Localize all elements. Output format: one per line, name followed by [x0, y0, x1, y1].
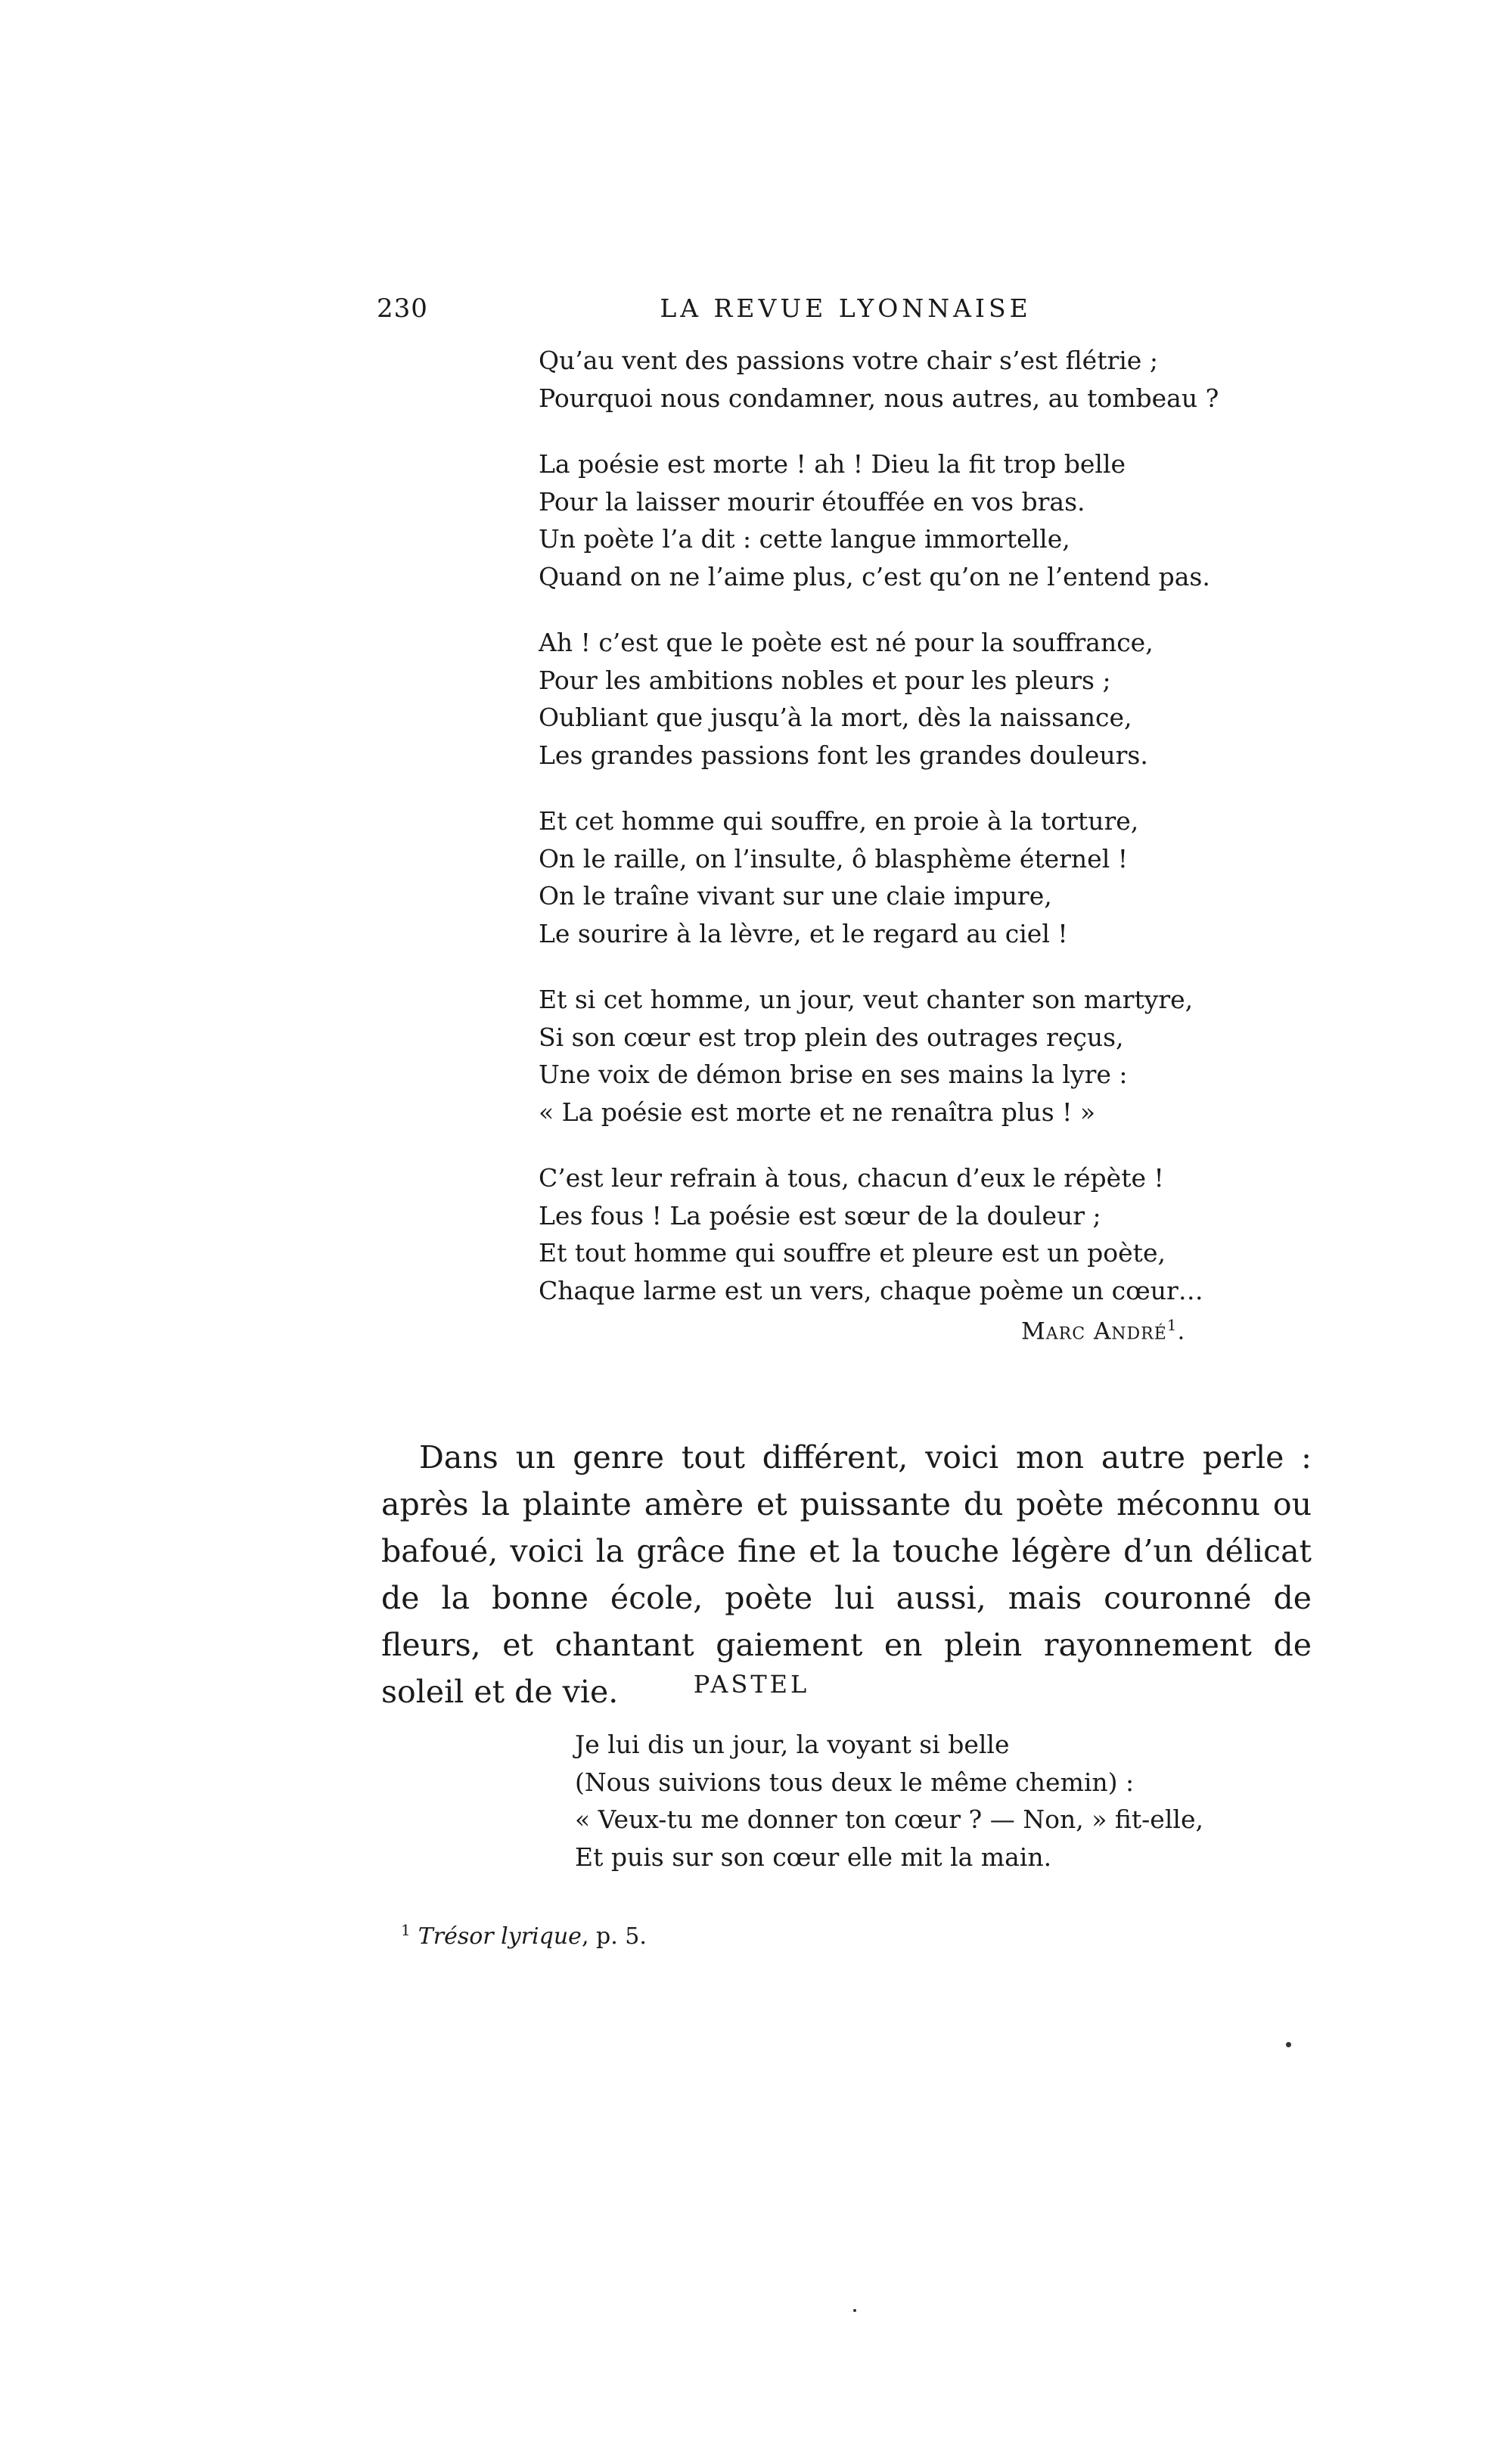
verse-line: Et puis sur son cœur elle mit la main. — [575, 1842, 1052, 1872]
verse-line: « Veux-tu me donner ton cœur ? — Non, » fit-elle, — [575, 1805, 1203, 1834]
verse-line: Quand on ne l’aime plus, c’est qu’on ne l’entend pas. — [539, 561, 1210, 591]
stanza — [539, 445, 1219, 595]
author-name: Marc André — [1021, 1317, 1167, 1345]
page-number: 230 — [377, 293, 428, 324]
verse-line: Qu’au vent des passions votre chair s’est flétrie ; — [539, 346, 1158, 375]
stanza — [539, 802, 1219, 952]
running-title: LA REVUE LYONNAISE — [660, 293, 1032, 323]
verse-line: Et si cet homme, un jour, veut chanter son martyre, — [539, 985, 1194, 1014]
poem-marc-andre — [539, 342, 1219, 1309]
poem-attribution — [1021, 1316, 1185, 1345]
footnote-page-ref: , p. 5. — [581, 1923, 647, 1950]
verse-line: Les fous ! La poésie est sœur de la douleur ; — [539, 1200, 1101, 1230]
footnote-reference: 1 — [1166, 1316, 1178, 1334]
verse-line: On le traîne vivant sur une claie impure, — [539, 881, 1052, 911]
verse-line: « La poésie est morte et ne renaîtra plus ! » — [539, 1097, 1096, 1127]
verse-line: Les grandes passions font les grandes douleurs. — [539, 740, 1148, 770]
verse-line: Ah ! c’est que le poète est né pour la souffrance, — [539, 628, 1154, 657]
poem-pastel — [575, 1726, 1203, 1876]
verse-line: Oubliant que jusqu’à la mort, dès la naissance, — [539, 703, 1132, 732]
verse-line: Et cet homme qui souffre, en proie à la torture, — [539, 806, 1139, 836]
footnote-mark: 1 — [401, 1921, 411, 1939]
ink-speck — [1286, 2042, 1291, 2047]
verse-line: Si son cœur est trop plein des outrages reçus, — [539, 1022, 1124, 1052]
verse-line: Je lui dis un jour, la voyant si belle — [575, 1730, 1010, 1759]
verse-line: Le sourire à la lèvre, et le regard au ciel ! — [539, 918, 1068, 948]
attribution-end: . — [1177, 1317, 1186, 1345]
footnote — [401, 1921, 647, 1950]
verse-line: Pourquoi nous condamner, nous autres, au tombeau ? — [539, 383, 1219, 413]
stanza — [539, 981, 1219, 1131]
verse-line: Pour la laisser mourir étouffée en vos bras. — [539, 486, 1085, 517]
verse-line: Pour les ambitions nobles et pour les pleurs ; — [539, 665, 1111, 695]
poem-title: PASTEL — [693, 1670, 810, 1699]
verse-line: Chaque larme est un vers, chaque poème un cœur… — [539, 1275, 1203, 1305]
stanza — [539, 1159, 1219, 1309]
verse-line: La poésie est morte ! ah ! Dieu la fit trop belle — [539, 449, 1126, 479]
verse-line: Une voix de démon brise en ses mains la lyre : — [539, 1060, 1128, 1089]
verse-line: C’est leur refrain à tous, chacun d’eux le répète ! — [539, 1163, 1164, 1193]
verse-line: Et tout homme qui souffre et pleure est un poète, — [539, 1238, 1166, 1268]
verse-line: Un poète l’a dit : cette langue immortelle, — [539, 524, 1070, 554]
prose-paragraph: Dans un genre tout différent, voici mon autre perle : après la plainte amère et puissante du poète méconnu ou bafoué, voici la grâce fine et la touche légère d’un délicat de la bonne école, poète lui aussi, mais couronné de fleurs, et chantant gaiement en plein rayonnement de soleil et de vie. — [381, 1439, 1312, 1710]
footnote-work-title: Trésor lyrique — [418, 1923, 582, 1950]
verse-line: (Nous suivions tous deux le même chemin) : — [575, 1767, 1135, 1797]
verse-line: On le raille, on l’insulte, ô blasphème éternel ! — [539, 843, 1129, 874]
stanza — [539, 624, 1219, 774]
ink-speck — [853, 2309, 856, 2312]
stanza — [539, 342, 1219, 417]
stanza — [575, 1726, 1203, 1876]
page-header — [377, 293, 1315, 331]
